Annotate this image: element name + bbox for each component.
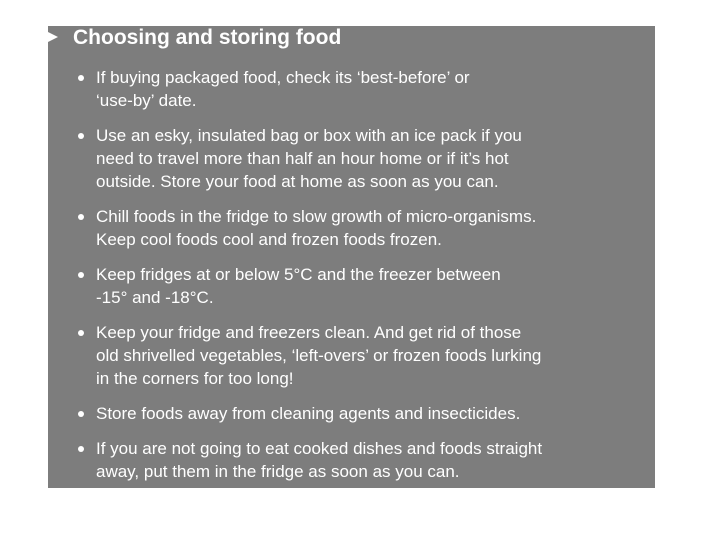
bullet-icon — [78, 75, 84, 81]
bullet-icon — [78, 411, 84, 417]
food-storage-panel — [48, 26, 655, 488]
item-line: Chill foods in the fridge to slow growth of micro-organisms. — [96, 207, 537, 226]
title-arrow-icon — [46, 31, 58, 43]
item-line: If you are not going to eat cooked dishes and foods straight — [96, 439, 543, 458]
bullet-icon — [78, 446, 84, 452]
list-item — [48, 205, 655, 251]
item-line: outside. Store your food at home as soon as you can. — [96, 172, 499, 191]
bullet-icon — [78, 272, 84, 278]
list-item — [48, 124, 655, 193]
list-item — [48, 321, 655, 390]
item-line: If buying packaged food, check its ‘best-before’ or — [96, 68, 470, 87]
item-line: need to travel more than half an hour home or if it’s hot — [96, 149, 509, 168]
list-item — [48, 402, 655, 425]
item-line: Use an esky, insulated bag or box with an ice pack if you — [96, 126, 522, 145]
tips-list — [48, 66, 655, 495]
bullet-icon — [78, 330, 84, 336]
item-line: old shrivelled vegetables, ‘left-overs’ or frozen foods lurking — [96, 346, 542, 365]
item-line: away, put them in the fridge as soon as you can. — [96, 462, 460, 481]
list-item — [48, 66, 655, 112]
list-item — [48, 263, 655, 309]
item-line: Keep your fridge and freezers clean. And get rid of those — [96, 323, 522, 342]
panel-title: Choosing and storing food — [73, 26, 342, 49]
item-line: -15° and -18°C. — [96, 288, 214, 307]
item-line: in the corners for too long! — [96, 369, 294, 388]
bullet-icon — [78, 133, 84, 139]
item-line: Keep cool foods cool and frozen foods frozen. — [96, 230, 442, 249]
item-line: Store foods away from cleaning agents and insecticides. — [96, 404, 521, 423]
item-line: Keep fridges at or below 5°C and the freezer between — [96, 265, 501, 284]
list-item — [48, 437, 655, 483]
bullet-icon — [78, 214, 84, 220]
item-line: ‘use-by’ date. — [96, 91, 197, 110]
